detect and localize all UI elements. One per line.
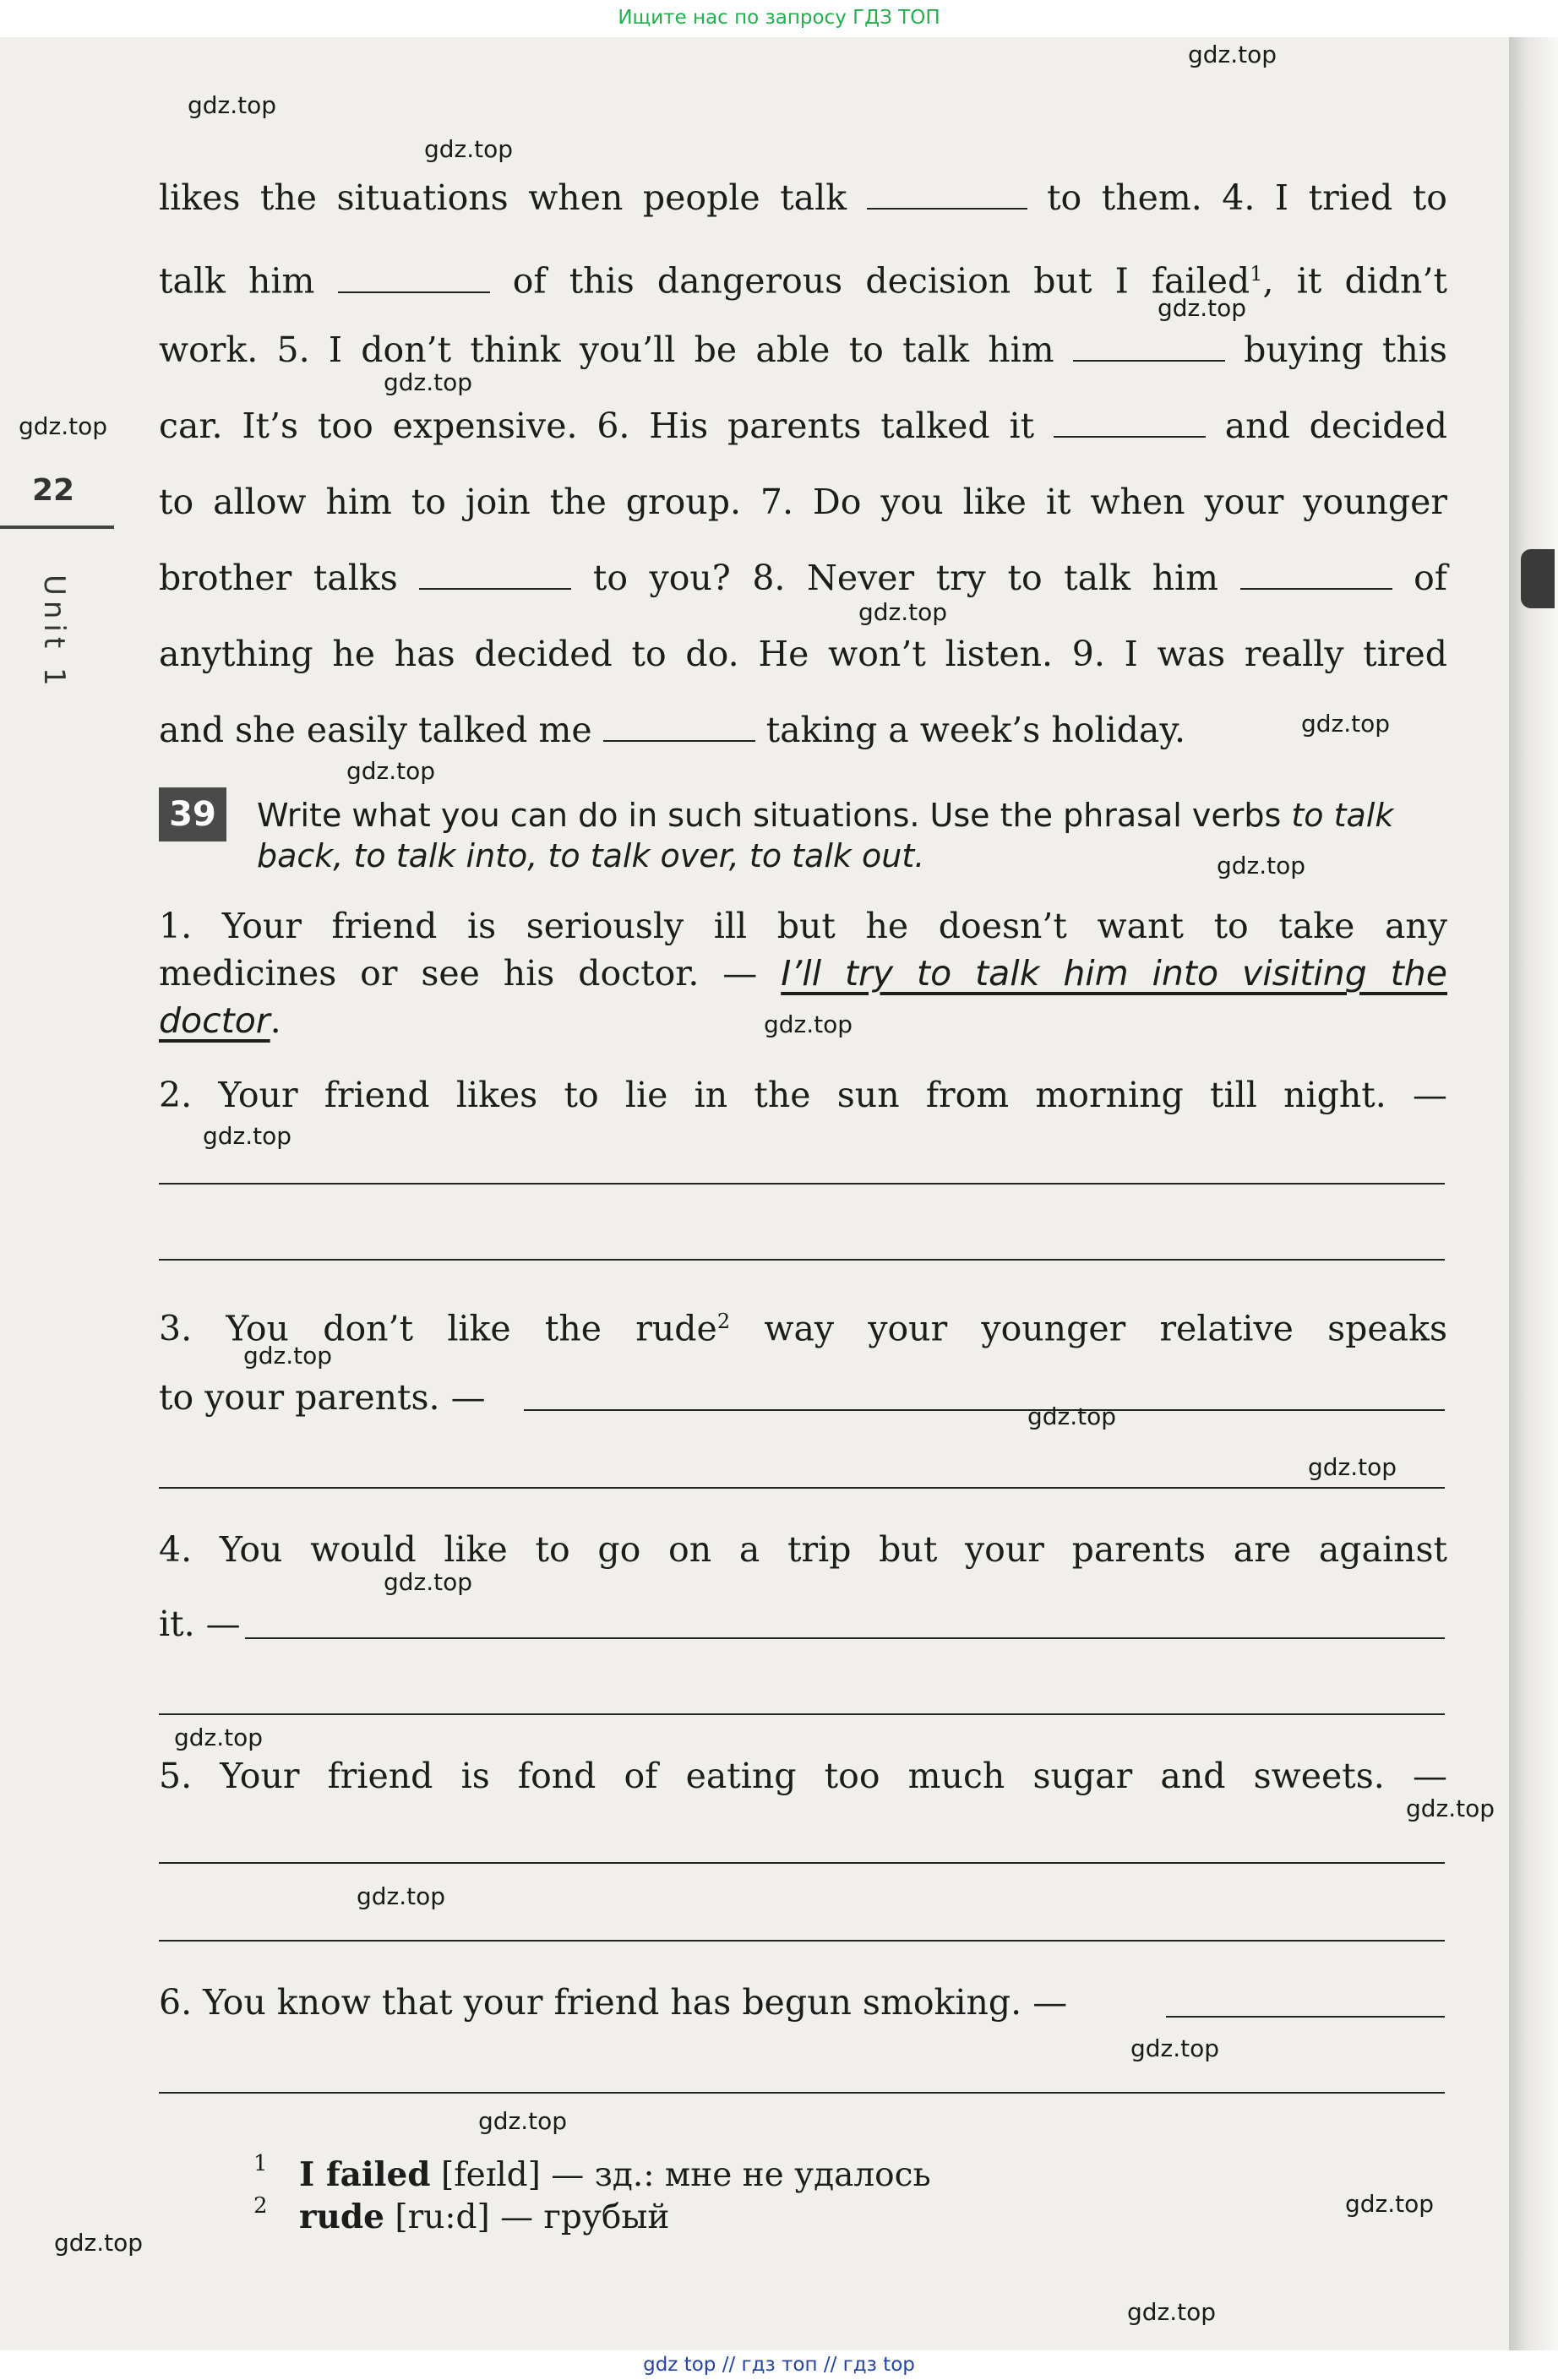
watermark: gdz.top — [1127, 2298, 1217, 2326]
watermark: gdz.top — [764, 1010, 853, 1038]
watermark: gdz.top — [174, 1724, 264, 1751]
q1-line-2: medicines or see his doctor. — I’ll try to talk him into visiting the — [159, 953, 1447, 994]
q4-line-2: it. — — [159, 1604, 241, 1644]
q3-line-1: 3. You don’t like the rude$^2$ way your younger relative speaks — [159, 1308, 1448, 1349]
q3-line-2: to your parents. — — [159, 1377, 486, 1418]
watermark: gdz.top — [243, 1342, 333, 1370]
watermark: gdz.top — [384, 1568, 473, 1596]
watermark: gdz.top — [1406, 1795, 1495, 1822]
q1-line-1: 1. Your friend is seriously ill but he doesn’t want to take any — [159, 906, 1447, 946]
watermark: gdz.top — [203, 1122, 292, 1150]
answer-line — [159, 1713, 1445, 1715]
answer-line — [159, 1862, 1445, 1864]
watermark: gdz.top — [1188, 41, 1277, 68]
q1-line-3: doctor. — [159, 1000, 281, 1041]
ex38-line-3: work. 5. I don’t think you’ll be able to talk him buying this — [159, 329, 1447, 370]
ex38-line-1: likes the situations when people talk to them. 4. I tried to — [159, 177, 1447, 218]
watermark: gdz.top — [188, 91, 277, 119]
watermark: gdz.top — [1345, 2190, 1435, 2218]
footnote-2: rude [ru:d] — грубый — [299, 2198, 670, 2236]
blank — [1073, 331, 1225, 362]
watermark: gdz.top — [357, 1882, 446, 1910]
watermark: gdz.top — [858, 598, 948, 626]
blank — [338, 263, 490, 293]
watermark: gdz.top — [424, 135, 514, 163]
watermark: gdz.top — [1027, 1402, 1117, 1430]
blank — [603, 711, 755, 742]
q2-line-1: 2. Your friend likes to lie in the sun from morning till night. — — [159, 1075, 1447, 1115]
answer-line — [159, 1487, 1445, 1489]
answer-line — [245, 1637, 1445, 1639]
ex38-line-5: to allow him to join the group. 7. Do you like it when your younger — [159, 482, 1447, 522]
watermark: gdz.top — [1158, 294, 1247, 322]
exercise-39-badge: 39 — [159, 787, 226, 841]
page-number-rule — [0, 526, 114, 529]
watermark: gdz.top — [1301, 710, 1391, 738]
footnote-1-number: 1 — [253, 2151, 268, 2176]
ex38-line-2: talk him of this dangerous decision but I failed$^1$, it didn’t — [159, 260, 1447, 302]
ex38-line-6: brother talks to you? 8. Never try to talk him of — [159, 558, 1447, 598]
answer-line — [524, 1409, 1445, 1411]
watermark: gdz.top — [1217, 852, 1306, 880]
bottom-banner[interactable]: gdz top // гдз топ // гдз top — [0, 2350, 1558, 2380]
top-banner[interactable]: Ищите нас по запросу ГДЗ ТОП — [0, 0, 1558, 35]
answer-line — [159, 1940, 1445, 1942]
watermark: gdz.top — [346, 757, 436, 785]
blank — [867, 179, 1027, 210]
watermark: gdz.top — [478, 2107, 568, 2135]
unit-label: Unit 1 — [37, 575, 71, 691]
watermark: gdz.top — [384, 368, 473, 396]
ex38-line-8: and she easily talked me taking a week’s holiday. — [159, 710, 1186, 750]
watermark: gdz.top — [54, 2229, 144, 2257]
answer-line — [1166, 2016, 1445, 2018]
next-page-tab — [1521, 549, 1555, 608]
q4-line-1: 4. You would like to go on a trip but your parents are against — [159, 1529, 1447, 1570]
watermark: gdz.top — [1308, 1453, 1397, 1481]
ex38-line-7: anything he has decided to do. He won’t listen. 9. I was really tired — [159, 634, 1447, 674]
q5-line-1: 5. Your friend is fond of eating too much sugar and sweets. — — [159, 1756, 1447, 1796]
page-edge — [1509, 37, 1558, 2350]
footnote-1: I failed [feɪld] — зд.: мне не удалось — [299, 2155, 931, 2194]
answer-line — [159, 2092, 1445, 2094]
watermark: gdz.top — [1130, 2034, 1220, 2062]
answer-line — [159, 1183, 1445, 1185]
exercise-39-instruction-line-2: back, to talk into, to talk over, to talk out. — [257, 837, 925, 874]
exercise-39-instruction-line-1: Write what you can do in such situations. Use the phrasal verbs to talk — [257, 797, 1394, 834]
blank — [1240, 559, 1392, 590]
q1-answer: I’ll try to talk him into visiting the — [781, 953, 1447, 994]
footnote-2-number: 2 — [253, 2193, 268, 2219]
answer-line — [159, 1259, 1445, 1261]
blank — [419, 559, 571, 590]
watermark: gdz.top — [19, 412, 108, 440]
q6-line-1: 6. You know that your friend has begun smoking. — — [159, 1982, 1068, 2023]
page-number: 22 — [32, 473, 75, 508]
blank — [1054, 407, 1206, 438]
ex38-line-4: car. It’s too expensive. 6. His parents talked it and decided — [159, 406, 1447, 446]
q1-answer-end: doctor — [159, 1000, 270, 1041]
